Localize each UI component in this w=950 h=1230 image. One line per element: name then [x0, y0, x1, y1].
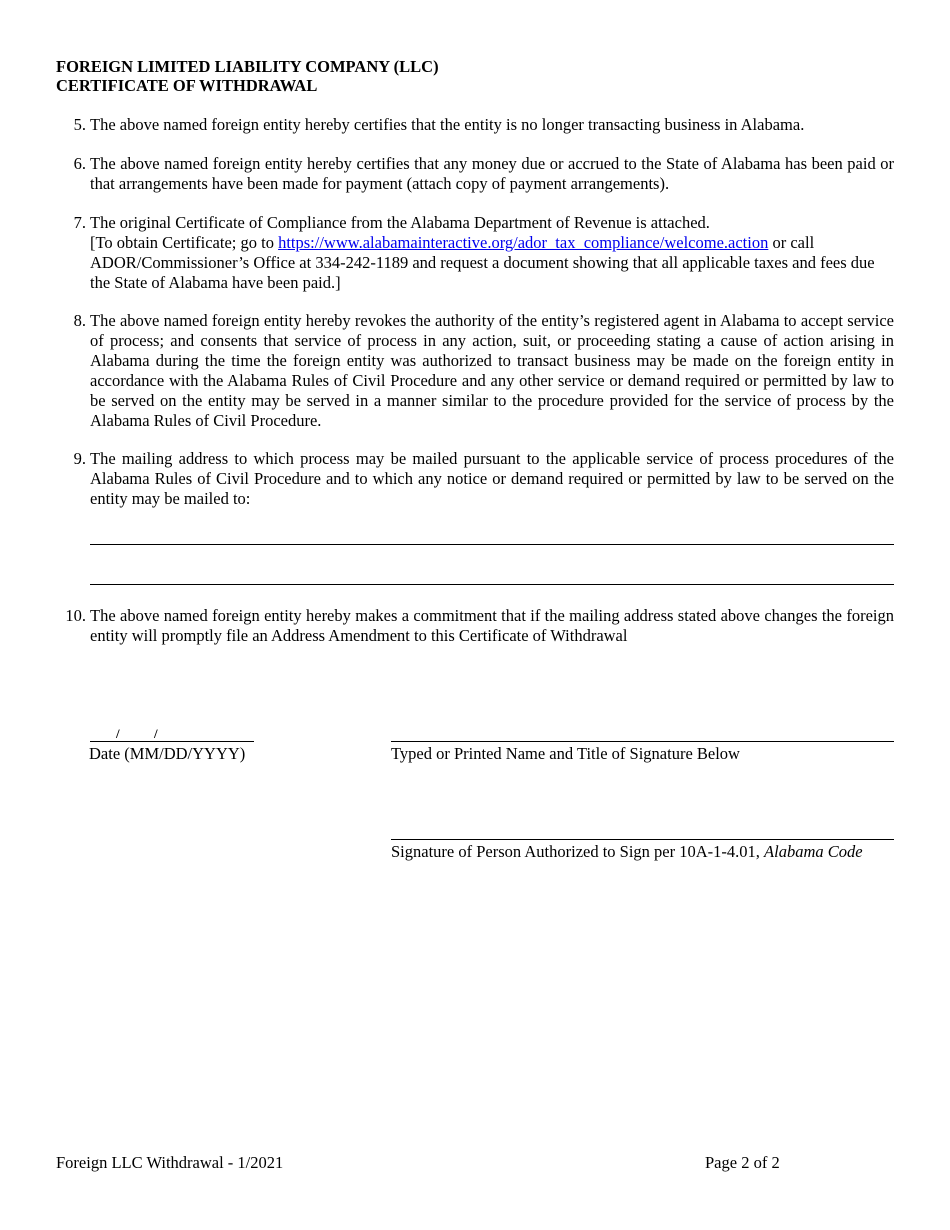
- item-5: [56, 115, 894, 135]
- date-field[interactable]: [90, 741, 254, 742]
- form-title: FOREIGN LIMITED LIABILITY COMPANY (LLC): [56, 57, 439, 76]
- item-number: 7.: [73, 213, 86, 232]
- signature-field[interactable]: [391, 839, 894, 840]
- item-6: [56, 154, 894, 194]
- printed-name-label: Typed or Printed Name and Title of Signature Below: [391, 744, 740, 763]
- item-9: [56, 449, 894, 509]
- mailing-address-line-1[interactable]: [90, 544, 894, 545]
- item-7: [56, 213, 894, 293]
- item-10: [56, 606, 894, 646]
- signature-label: [391, 842, 863, 862]
- instructions-pre: [To obtain Certificate; go to: [90, 233, 279, 252]
- item-text: The mailing address to which process may be mailed pursuant to the applicable service of process procedures of the Alabama Rules of Civil Procedure and to which any notice or demand required or permitted by law to be served on the entity may be mailed to:: [90, 449, 894, 508]
- signature-label-code: Alabama Code: [764, 842, 863, 861]
- date-label: Date (MM/DD/YYYY): [89, 744, 246, 763]
- item-text: The above named foreign entity hereby makes a commitment that if the mailing address stated above changes the foreign entity will promptly file an Address Amendment to this Certificate of Withdrawal: [90, 606, 894, 645]
- printed-name-field[interactable]: [391, 741, 894, 742]
- item-number: 5.: [73, 115, 86, 134]
- item-text: [90, 213, 894, 293]
- item-text: The above named foreign entity hereby certifies that any money due or accrued to the State of Alabama has been paid or that arrangements have been made for payment (attach copy of payment arrangements).: [90, 154, 894, 193]
- item-8: [56, 311, 894, 431]
- form-header: [56, 57, 439, 95]
- footer-page-number: Page 2 of 2: [705, 1153, 780, 1172]
- date-separator: /: [154, 726, 158, 741]
- date-separator: /: [116, 726, 120, 741]
- item-7-instructions: [90, 233, 894, 293]
- item-text: The above named foreign entity hereby certifies that the entity is no longer transacting business in Alabama.: [90, 115, 805, 134]
- form-subtitle: CERTIFICATE OF WITHDRAWAL: [56, 76, 318, 95]
- signature-label-text: Signature of Person Authorized to Sign per 10A-1-4.01,: [391, 842, 765, 861]
- footer-form-id: Foreign LLC Withdrawal - 1/2021: [56, 1153, 284, 1172]
- mailing-address-line-2[interactable]: [90, 584, 894, 585]
- item-number: 9.: [73, 449, 86, 468]
- item-number: 8.: [73, 311, 86, 330]
- instructions-post: or call ADOR/Commissioner’s Office at 334-242-1189 and request a document showing that all applicable taxes and fees due the State of Alabama have been paid.]: [90, 233, 875, 292]
- tax-compliance-link[interactable]: https://www.alabamainteractive.org/ador_tax_compliance/welcome.action: [278, 233, 769, 252]
- item-7-line1: The original Certificate of Compliance from the Alabama Department of Revenue is attached.: [90, 213, 710, 232]
- item-text: The above named foreign entity hereby revokes the authority of the entity’s registered agent in Alabama to accept service of process; and consents that service of process in any action, suit, or proceeding stating a cause of action arising in Alabama during the time the foreign entity was authorized to transact business may be made on the foreign entity in accordance with the Alabama Rules of Civil Procedure and any other service or demand required or permitted by law to be served on the entity may be served in a manner similar to the procedure provided for the service of process by the Alabama Rules of Civil Procedure.: [90, 311, 894, 430]
- item-number: 6.: [73, 154, 86, 173]
- item-number: 10.: [65, 606, 86, 625]
